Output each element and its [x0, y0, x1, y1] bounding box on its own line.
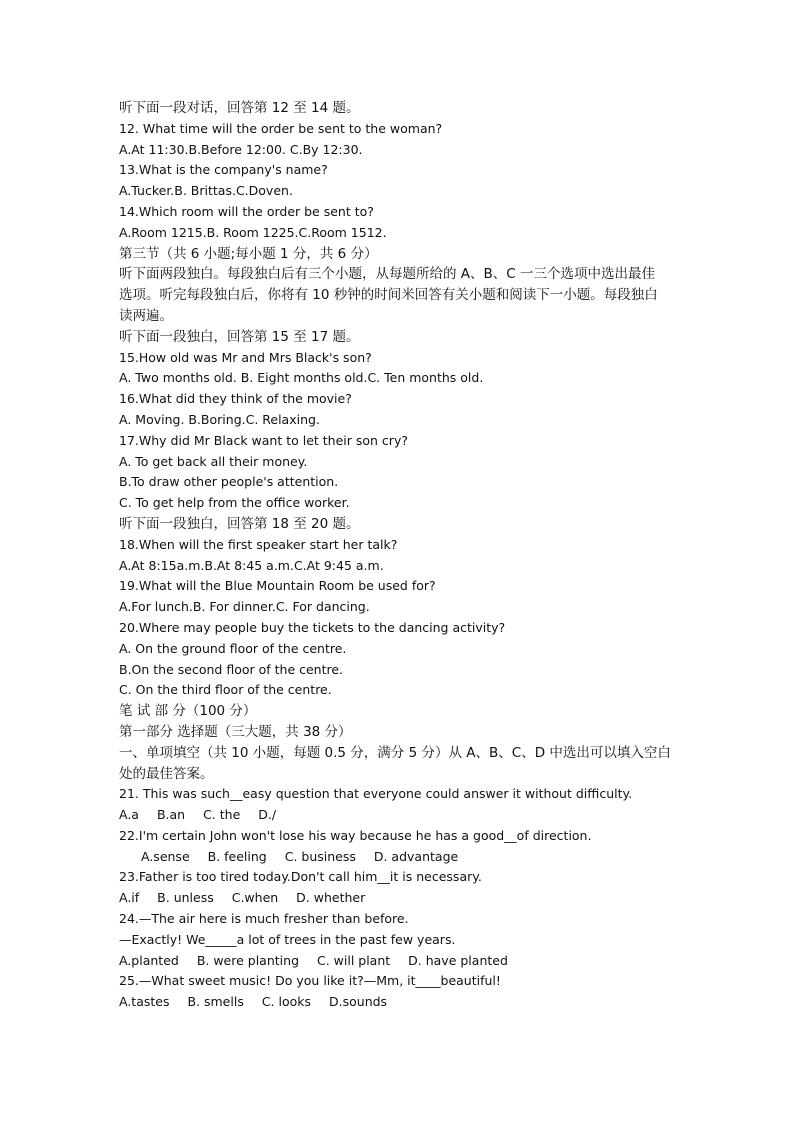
- question-21: 21. This was such__easy question that everyone could answer it without difficulty.: [119, 786, 633, 802]
- section-heading: 第三节（共 6 小题;每小题 1 分，共 6 分）: [119, 245, 378, 262]
- question-17-option-b: B.To draw other people's attention.: [119, 474, 339, 490]
- question-20-option-b: B.On the second floor of the centre.: [119, 661, 344, 677]
- option-a: A.if: [119, 890, 140, 906]
- option-d: D. have planted: [408, 952, 508, 968]
- question-13-options: A.Tucker.B. Brittas.C.Doven.: [119, 183, 293, 199]
- question-19: 19.What will the Blue Mountain Room be used for?: [119, 578, 436, 594]
- section-instruction: 听下面一段独白，回答第 18 至 20 题。: [119, 515, 360, 532]
- question-22: 22.I'm certain John won't lose his way because he has a good__of direction.: [119, 827, 592, 843]
- option-b: B. feeling: [207, 848, 267, 864]
- option-a: A.sense: [141, 848, 190, 864]
- question-13: 13.What is the company's name?: [119, 162, 328, 178]
- question-19-options: A.For lunch.B. For dinner.C. For dancing.: [119, 599, 370, 615]
- option-c: C. looks: [261, 994, 312, 1010]
- question-14-options: A.Room 1215.B. Room 1225.C.Room 1512.: [119, 224, 387, 240]
- section-instruction: 一、单项填空（共 10 小题，每题 0.5 分，满分 5 分）从 A、B、C、D 中选出可以填入空白: [119, 744, 671, 761]
- option-d: D.sounds: [329, 994, 388, 1010]
- question-16-options: A. Moving. B.Boring.C. Relaxing.: [119, 411, 320, 427]
- question-22-options: [119, 847, 684, 868]
- option-c: C. will plant: [316, 952, 391, 968]
- question-14: 14.Which room will the order be sent to?: [119, 203, 374, 219]
- option-b: B. were planting: [196, 952, 299, 968]
- question-18-options: A.At 8:15a.m.B.At 8:45 a.m.C.At 9:45 a.m.: [119, 557, 384, 573]
- option-d: D. advantage: [373, 848, 459, 864]
- question-17-option-a: A. To get back all their money.: [119, 453, 308, 469]
- question-25-options: [119, 992, 684, 1013]
- section-instruction: 读两遍。: [119, 307, 173, 324]
- question-17-option-c: C. To get help from the office worker.: [119, 495, 350, 511]
- option-c: C. business: [284, 848, 356, 864]
- question-24: 24.—The air here is much fresher than before.: [119, 911, 409, 927]
- option-b: B.an: [156, 807, 186, 823]
- question-21-options: [119, 805, 684, 826]
- section-instruction: 处的最佳答案。: [119, 765, 214, 782]
- question-17: 17.Why did Mr Black want to let their son cry?: [119, 432, 408, 448]
- part-heading: 第一部分 选择题（三大题，共 38 分）: [119, 723, 352, 740]
- question-20-option-a: A. On the ground floor of the centre.: [119, 640, 347, 656]
- option-a: A.tastes: [119, 994, 170, 1010]
- question-12-options: A.At 11:30.B.Before 12:00. C.By 12:30.: [119, 141, 363, 157]
- option-b: B. unless: [157, 890, 214, 906]
- question-25: 25.—What sweet music! Do you like it?—Mm, it____beautiful!: [119, 973, 501, 989]
- section-instruction: 听下面一段对话，回答第 12 至 14 题。: [119, 100, 360, 116]
- option-c: C.when: [231, 890, 279, 906]
- section-instruction: 听下面一段独白，回答第 15 至 17 题。: [119, 328, 360, 345]
- question-24-options: [119, 951, 684, 972]
- question-18: 18.When will the first speaker start her talk?: [119, 536, 398, 552]
- option-b: B. smells: [187, 994, 244, 1010]
- question-23: 23.Father is too tired today.Don't call him__it is necessary.: [119, 869, 482, 885]
- question-15-options: A. Two months old. B. Eight months old.C. Ten months old.: [119, 370, 484, 386]
- option-d: D./: [258, 807, 277, 823]
- part-heading: 笔 试 部 分（100 分）: [119, 703, 257, 720]
- section-instruction: 选项。听完每段独白后，你将有 10 秒钟的时间米回答有关小题和阅读下一小题。每段独白: [119, 287, 658, 304]
- section-instruction: 听下面两段独白。每段独白后有三个小题，从每题所给的 A、B、C 一三个选项中选出最佳: [119, 266, 656, 283]
- question-23-options: [119, 888, 684, 909]
- question-24-reply: —Exactly! We_____a lot of trees in the past few years.: [119, 931, 456, 947]
- option-a: A.a: [119, 807, 139, 823]
- question-20-option-c: C. On the third floor of the centre.: [119, 682, 332, 698]
- option-d: D. whether: [296, 890, 366, 906]
- question-16: 16.What did they think of the movie?: [119, 391, 352, 407]
- question-20: 20.Where may people buy the tickets to the dancing activity?: [119, 619, 506, 635]
- question-12: 12. What time will the order be sent to the woman?: [119, 120, 443, 136]
- option-c: C. the: [203, 807, 241, 823]
- exam-page: [119, 98, 684, 1013]
- question-15: 15.How old was Mr and Mrs Black's son?: [119, 349, 372, 365]
- option-a: A.planted: [119, 952, 179, 968]
